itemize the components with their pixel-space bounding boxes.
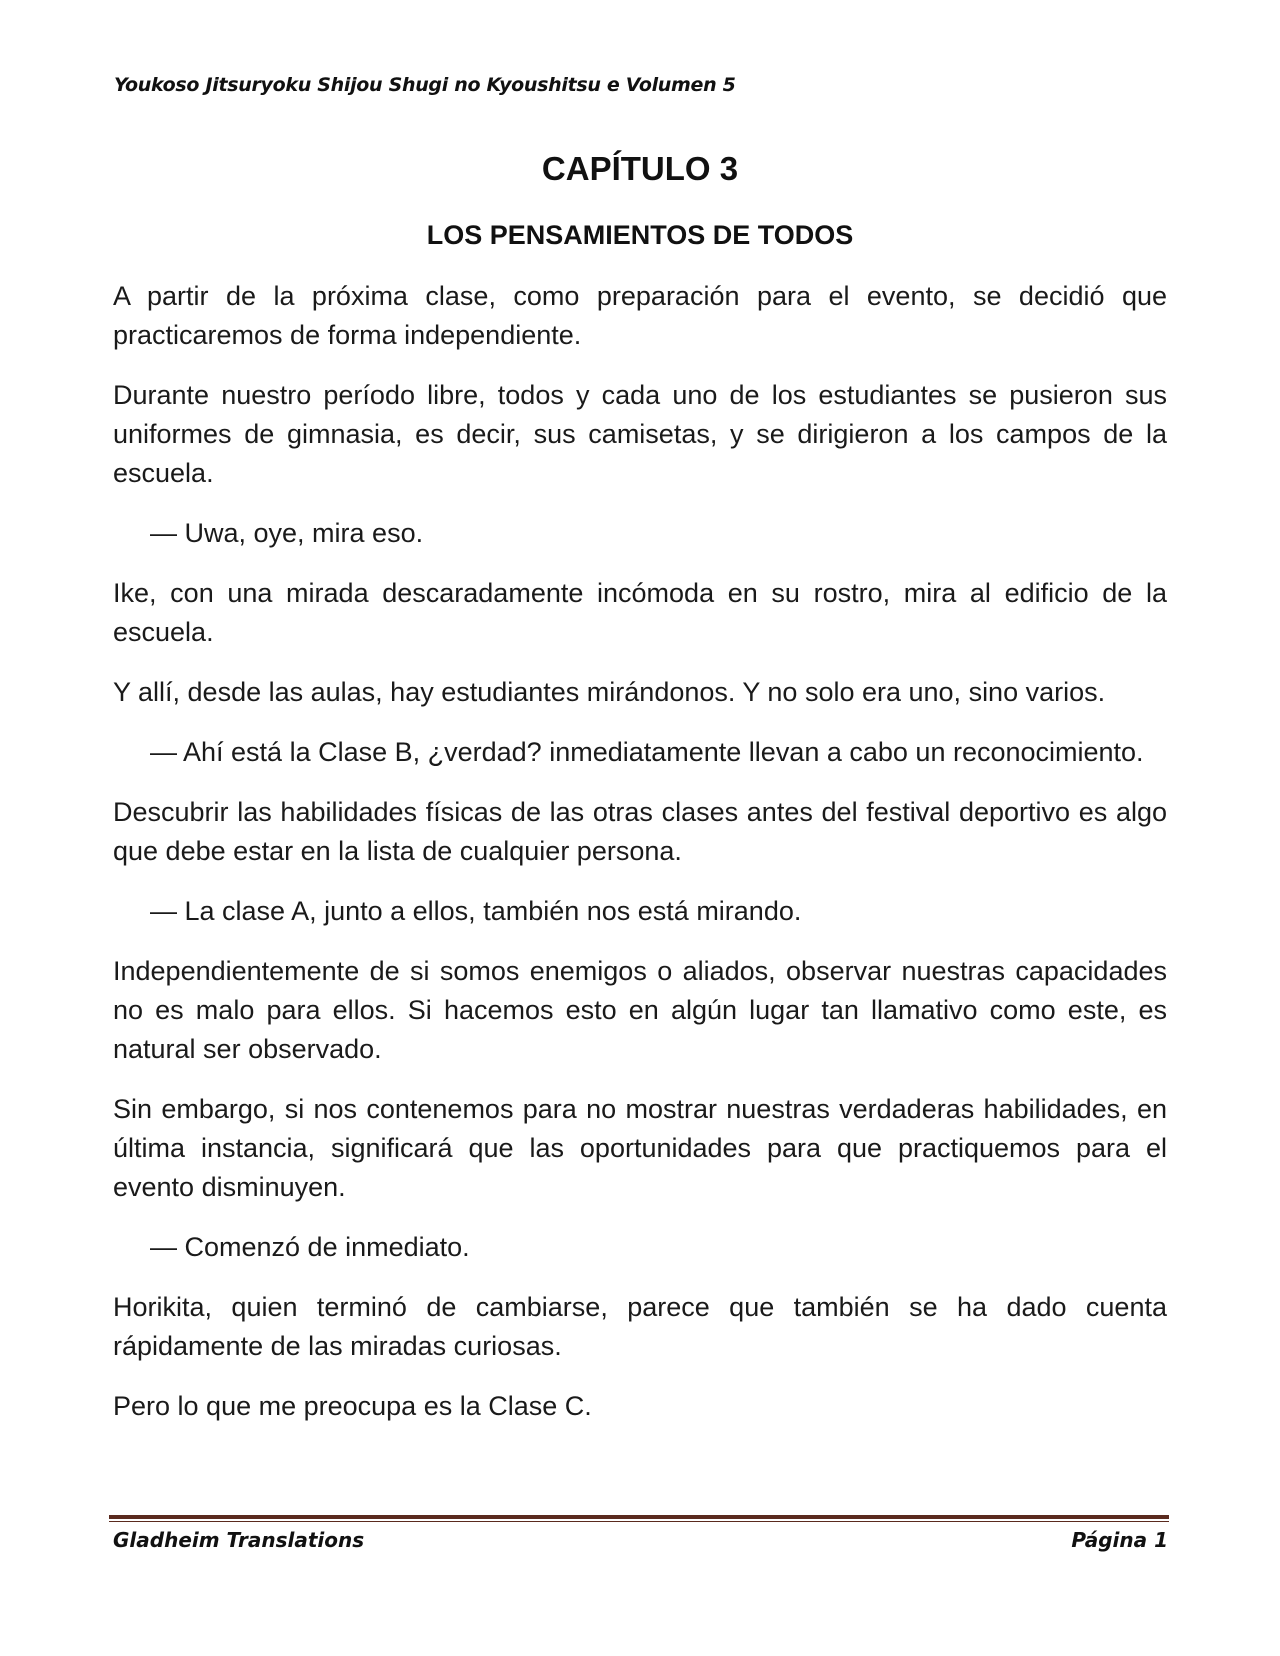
paragraph: Pero lo que me preocupa es la Clase C. [113,1391,592,1421]
running-header: Youkoso Jitsuryoku Shijou Shugi no Kyoushitsu e Volumen 5 [114,74,736,96]
page-number: Página 1 [1071,1528,1168,1552]
footer-divider-thin [109,1521,1169,1522]
dialogue-line: — Uwa, oye, mira eso. [150,518,424,548]
paragraph: A partir de la próxima clase, como preparación para el evento, se decidió que practicaremos de forma independiente. [113,281,1167,350]
chapter-subtitle: LOS PENSAMIENTOS DE TODOS [426,220,854,250]
footer-translator: Gladheim Translations [113,1528,365,1552]
page-content [113,140,1167,1426]
paragraph: Ike, con una mirada descaradamente incómoda en su rostro, mira al edificio de la escuela. [113,578,1167,647]
paragraph: Descubrir las habilidades físicas de las otras clases antes del festival deportivo es algo que debe estar en la lista de cualquier persona. [113,797,1167,866]
paragraph: Independientemente de si somos enemigos o aliados, observar nuestras capacidades no es malo para ellos. Si hacemos esto en algún lugar tan llamativo como este, es natural ser observado. [113,956,1167,1064]
dialogue-line: — Ahí está la Clase B, ¿verdad? inmediatamente llevan a cabo un reconocimiento. [150,737,1144,767]
paragraph: Sin embargo, si nos contenemos para no mostrar nuestras verdaderas habilidades, en última instancia, significará que las oportunidades para que practiquemos para el evento disminuyen. [113,1094,1167,1202]
footer-divider [109,1515,1169,1522]
chapter-title: CAPÍTULO 3 [541,150,739,187]
paragraph: Y allí, desde las aulas, hay estudiantes mirándonos. Y no solo era uno, sino varios. [113,677,1106,707]
footer-divider-thick [109,1515,1169,1519]
paragraph: Horikita, quien terminó de cambiarse, parece que también se ha dado cuenta rápidamente de las miradas curiosas. [113,1292,1167,1361]
dialogue-line: — La clase A, junto a ellos, también nos está mirando. [150,896,802,926]
dialogue-line: — Comenzó de inmediato. [150,1232,470,1262]
paragraph: Durante nuestro período libre, todos y cada uno de los estudiantes se pusieron sus uniformes de gimnasia, es decir, sus camisetas, y se dirigieron a los campos de la escuela. [113,380,1167,488]
